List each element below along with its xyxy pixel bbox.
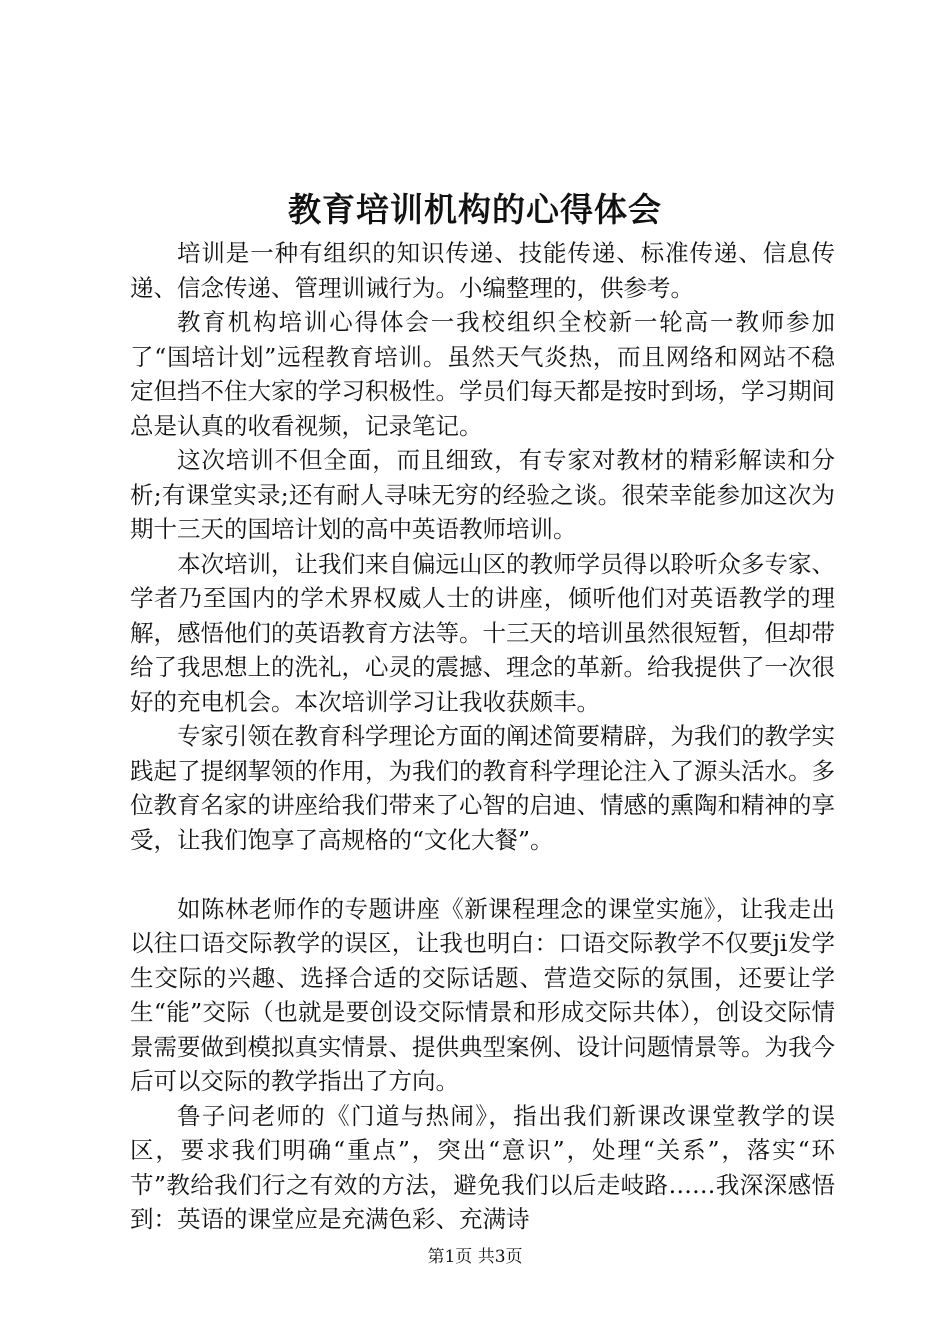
paragraph: 如陈林老师作的专题讲座《新课程理念的课堂实施》，让我走出以往口语交际教学的误区，让我也明白：口语交际教学不仅要ji发学生交际的兴趣、选择合适的交际话题、营造交际的氛围，还要让学生“能”交际（也就是要创设交际情景和形成交际共体），创设交际情景需要做到模拟真实情景、提供典型案例、设计问题情景等。为我今后可以交际的教学指出了方向。 <box>130 894 835 1095</box>
paragraph: 鲁子问老师的《门道与热闹》，指出我们新课改课堂教学的误区，要求我们明确“重点”，突出“意识”，处理“关系”，落实“环节”教给我们行之有效的方法，避免我们以后走岐路……我深深感悟到：英语的课堂应是充满色彩、充满诗 <box>130 1101 835 1233</box>
paragraph: 本次培训，让我们来自偏远山区的教师学员得以聆听众多专家、学者乃至国内的学术界权威人士的讲座，倾听他们对英语教学的理解，感悟他们的英语教育方法等。十三天的培训虽然很短暂，但却带给了我思想上的洗礼，心灵的震撼、理念的革新。给我提供了一次很好的充电机会。本次培训学习让我收获颇丰。 <box>130 549 835 716</box>
document-body <box>130 236 835 1237</box>
paragraph-spacer <box>130 857 835 892</box>
document-title: 教育培训机构的心得体会 <box>288 190 662 229</box>
paragraph: 这次培训不但全面，而且细致，有专家对教材的精彩解读和分析;有课堂实录;还有耐人寻味无穷的经验之谈。很荣幸能参加这次为期十三天的国培计划的高中英语教师培训。 <box>130 446 835 543</box>
paragraph: 培训是一种有组织的知识传递、技能传递、标准传递、信息传递、信念传递、管理训诫行为。小编整理的，供参考。 <box>130 239 835 302</box>
page-number-footer: 第1页 共3页 <box>427 1247 523 1267</box>
paragraph: 专家引领在教育科学理论方面的阐述简要精辟，为我们的教学实践起了提纲挈领的作用，为我们的教育科学理论注入了源头活水。多位教育名家的讲座给我们带来了心智的启迪、情感的熏陶和精神的享受，让我们饱享了高规格的“文化大餐”。 <box>130 722 835 854</box>
paragraph: 教育机构培训心得体会一我校组织全校新一轮高一教师参加了“国培计划”远程教育培训。虽然天气炎热，而且网络和网站不稳定但挡不住大家的学习积极性。学员们每天都是按时到场，学习期间总是认真的收看视频，记录笔记。 <box>130 308 835 440</box>
